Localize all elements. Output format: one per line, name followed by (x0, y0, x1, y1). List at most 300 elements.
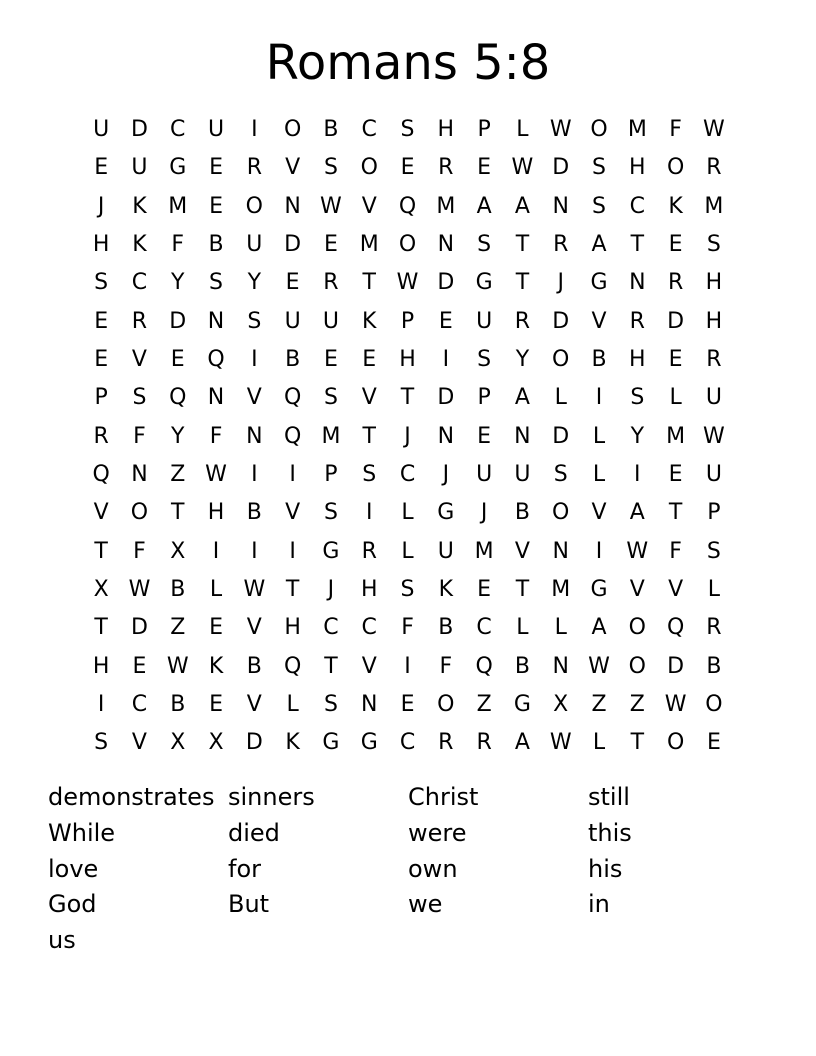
grid-letter: L (209, 577, 223, 603)
grid-letter: D (667, 308, 685, 334)
word-list-item: still (588, 783, 630, 811)
grid-letter: E (706, 730, 721, 756)
grid-letter: B (170, 692, 186, 718)
grid-letter: K (285, 730, 300, 756)
grid-letter: V (285, 500, 301, 526)
grid-letter: W (243, 577, 266, 603)
grid-letter: W (588, 653, 610, 679)
grid-letter: O (398, 232, 417, 258)
grid-letter: D (552, 155, 570, 181)
grid-letter: K (668, 193, 683, 219)
word-list-item: demonstrates (48, 783, 215, 811)
grid-letter: R (706, 615, 722, 641)
grid-letter: A (591, 615, 607, 641)
word-list-item: sinners (228, 783, 315, 811)
grid-letter: Q (92, 462, 110, 488)
grid-letter: B (323, 117, 339, 143)
grid-letter: L (592, 730, 606, 756)
grid-letter: B (514, 653, 530, 679)
grid-letter: D (667, 653, 685, 679)
grid-letter: R (438, 155, 454, 181)
grid-letter: B (208, 232, 224, 258)
grid-letter: A (476, 193, 492, 219)
grid-letter: O (130, 500, 149, 526)
grid-letter: W (396, 270, 419, 296)
grid-letter: R (131, 308, 148, 334)
grid-letter: Z (170, 615, 186, 641)
grid-letter: O (590, 117, 608, 143)
grid-letter: U (246, 232, 263, 258)
grid-letter: B (591, 347, 607, 373)
grid-letter: V (93, 500, 109, 526)
grid-letter: D (437, 385, 455, 411)
grid-letter: S (477, 232, 492, 258)
grid-letter: U (93, 117, 110, 143)
word-list (48, 780, 768, 959)
grid-letter: S (94, 730, 109, 756)
grid-letter: C (323, 615, 339, 641)
grid-letter: U (284, 308, 301, 334)
grid-letter: I (634, 462, 641, 488)
grid-letter: E (323, 232, 338, 258)
grid-letter: R (438, 730, 454, 756)
grid-letter: L (554, 385, 567, 411)
grid-letter: L (286, 692, 299, 718)
grid-letter: L (516, 117, 529, 143)
grid-letter: K (362, 308, 377, 334)
grid-letter: V (629, 577, 645, 603)
grid-letter: E (285, 270, 300, 296)
grid-letter: Y (630, 423, 645, 449)
grid-letter: U (476, 308, 493, 334)
grid-letter: O (666, 730, 685, 756)
grid-letter: N (514, 423, 531, 449)
grid-letter: H (399, 347, 416, 373)
word-list-item: But (228, 890, 270, 919)
grid-letter: L (592, 462, 606, 488)
grid-letter: N (131, 462, 148, 488)
grid-letter: R (514, 308, 531, 334)
grid-letter: Q (666, 615, 685, 641)
grid-letter: D (552, 423, 570, 449)
grid-letter: N (284, 193, 301, 219)
grid-letter: Z (170, 462, 186, 488)
word-list-item: for (228, 854, 261, 883)
grid-letter: G (322, 538, 340, 564)
grid-letter: S (323, 155, 338, 181)
grid-letter: L (401, 538, 414, 564)
grid-letter: L (516, 615, 529, 641)
word-list-item: we (408, 890, 443, 919)
grid-letter: E (209, 692, 223, 718)
grid-letter: Y (515, 347, 530, 373)
grid-letter: X (553, 692, 569, 718)
grid-letter: M (704, 193, 724, 219)
grid-letter: M (168, 193, 188, 219)
grid-letter: C (131, 692, 148, 718)
grid-letter: B (514, 500, 530, 526)
grid-letter: D (130, 117, 148, 143)
grid-letter: F (133, 423, 146, 449)
grid-letter: S (706, 538, 721, 564)
word-list-item: his (588, 854, 623, 883)
grid-letter: I (289, 462, 296, 488)
letter-grid (82, 111, 733, 763)
grid-letter: G (437, 500, 455, 526)
grid-letter: L (707, 577, 721, 603)
grid-letter: O (283, 117, 302, 143)
grid-letter: N (437, 232, 455, 258)
grid-letter: T (94, 615, 108, 641)
grid-letter: R (323, 270, 339, 296)
grid-letter: V (285, 155, 301, 181)
grid-letter: J (480, 500, 488, 526)
grid-letter: V (591, 308, 607, 334)
grid-letter: V (591, 500, 607, 526)
grid-letter: I (404, 653, 411, 679)
grid-letter: G (590, 270, 608, 296)
grid-letter: P (400, 308, 415, 334)
word-list-item: love (48, 854, 99, 883)
grid-letter: E (668, 462, 683, 488)
grid-letter: W (320, 193, 342, 219)
grid-letter: B (438, 615, 454, 641)
grid-letter: I (251, 117, 258, 143)
grid-letter: H (629, 155, 646, 181)
grid-letter: T (362, 423, 376, 449)
grid-letter: T (630, 232, 645, 258)
grid-letter: H (92, 232, 110, 258)
grid-letter: T (515, 270, 530, 296)
grid-letter: K (132, 232, 147, 258)
grid-letter: J (327, 577, 335, 603)
grid-letter: E (668, 347, 683, 373)
grid-letter: I (595, 538, 603, 564)
grid-letter: S (592, 155, 606, 181)
grid-letter: Y (247, 270, 262, 296)
grid-letter: E (94, 308, 109, 334)
grid-letter: H (437, 117, 455, 143)
word-list-item: were (408, 818, 467, 847)
grid-letter: C (131, 270, 148, 296)
grid-letter: N (437, 423, 455, 449)
grid-letter: A (629, 500, 645, 526)
grid-letter: E (400, 155, 415, 181)
grid-letter: H (207, 500, 225, 526)
grid-letter: E (477, 577, 492, 603)
grid-letter: F (133, 538, 146, 564)
grid-letter: N (629, 270, 646, 296)
word-list-item: us (48, 926, 76, 954)
grid-letter: R (629, 308, 645, 334)
grid-letter: V (361, 653, 377, 679)
grid-letter: I (595, 385, 603, 411)
grid-letter: R (667, 270, 684, 296)
grid-letter: S (400, 577, 415, 603)
grid-letter: W (549, 117, 572, 143)
grid-letter: H (629, 347, 646, 373)
grid-letter: R (706, 155, 722, 181)
grid-letter: B (170, 577, 186, 603)
grid-letter: W (511, 155, 534, 181)
grid-letter: V (668, 577, 684, 603)
grid-letter: W (703, 117, 725, 143)
grid-letter: E (132, 653, 147, 679)
grid-letter: T (630, 730, 645, 756)
grid-letter: Q (398, 193, 417, 219)
grid-letter: V (246, 692, 262, 718)
grid-letter: S (362, 462, 377, 488)
grid-letter: K (438, 577, 454, 603)
grid-letter: E (400, 692, 415, 718)
grid-letter: O (552, 500, 570, 526)
grid-letter: M (666, 423, 686, 449)
grid-letter: F (401, 615, 414, 641)
grid-letter: R (361, 538, 377, 564)
grid-letter: D (169, 308, 187, 334)
grid-letter: Y (171, 423, 185, 449)
grid-letter: I (212, 538, 220, 564)
grid-letter: M (474, 538, 494, 564)
grid-letter: X (208, 730, 224, 756)
grid-letter: O (705, 692, 723, 718)
grid-letter: P (707, 500, 721, 526)
grid-letter: Z (591, 692, 607, 718)
grid-letter: B (285, 347, 301, 373)
grid-letter: N (552, 653, 569, 679)
word-list-item: own (408, 854, 458, 883)
grid-letter: E (209, 193, 223, 219)
grid-letter: E (170, 347, 185, 373)
grid-letter: O (552, 347, 570, 373)
grid-letter: S (630, 385, 645, 411)
grid-letter: E (94, 347, 109, 373)
grid-letter: W (128, 577, 151, 603)
grid-letter: J (442, 462, 450, 488)
grid-letter: Z (476, 692, 492, 718)
word-list-item: this (588, 818, 632, 847)
grid-letter: I (289, 538, 296, 564)
grid-letter: N (552, 538, 569, 564)
grid-letter: O (360, 155, 378, 181)
grid-letter: W (626, 538, 649, 564)
grid-letter: E (438, 308, 453, 334)
page-title: Romans 5:8 (265, 35, 551, 91)
grid-letter: C (629, 193, 645, 219)
grid-letter: E (209, 155, 223, 181)
grid-letter: Q (475, 653, 493, 679)
grid-letter: J (404, 423, 411, 449)
grid-letter: H (360, 577, 378, 603)
grid-letter: G (513, 692, 531, 718)
grid-letter: P (477, 385, 491, 411)
grid-letter: G (322, 730, 340, 756)
grid-letter: D (130, 615, 148, 641)
grid-letter: F (669, 117, 682, 143)
grid-letter: U (437, 538, 454, 564)
grid-letter: G (590, 577, 608, 603)
grid-letter: A (514, 193, 530, 219)
grid-letter: O (628, 615, 646, 641)
grid-letter: U (514, 462, 531, 488)
grid-letter: V (361, 385, 377, 411)
grid-letter: T (362, 270, 376, 296)
grid-letter: T (400, 385, 415, 411)
grid-letter: M (551, 577, 571, 603)
word-list-item: Christ (408, 783, 479, 811)
grid-letter: X (93, 577, 109, 603)
grid-letter: S (706, 232, 721, 258)
grid-letter: W (703, 423, 725, 449)
grid-letter: W (664, 692, 687, 718)
grid-letter: S (323, 692, 338, 718)
grid-letter: U (705, 462, 722, 488)
grid-letter: Q (283, 423, 302, 449)
grid-letter: G (169, 155, 187, 181)
grid-letter: V (514, 538, 530, 564)
grid-letter: U (207, 117, 225, 143)
grid-letter: C (361, 615, 377, 641)
grid-letter: X (170, 730, 186, 756)
grid-letter: I (251, 347, 258, 373)
grid-letter: R (553, 232, 569, 258)
grid-letter: T (324, 653, 338, 679)
grid-letter: B (706, 653, 722, 679)
grid-letter: G (360, 730, 378, 756)
grid-letter: L (592, 423, 606, 449)
grid-letter: N (246, 423, 263, 449)
grid-letter: M (321, 423, 341, 449)
grid-letter: P (324, 462, 338, 488)
grid-letter: H (284, 615, 301, 641)
grid-letter: E (362, 347, 377, 373)
grid-letter: W (549, 730, 572, 756)
grid-letter: H (705, 270, 723, 296)
grid-letter: M (627, 117, 647, 143)
grid-letter: L (554, 615, 567, 641)
grid-letter: M (436, 193, 456, 219)
grid-letter: O (245, 193, 263, 219)
grid-letter: P (477, 117, 491, 143)
grid-letter: I (251, 462, 258, 488)
grid-letter: T (94, 538, 108, 564)
grid-letter: I (365, 500, 373, 526)
word-list-item: died (228, 818, 280, 847)
grid-letter: N (207, 308, 225, 334)
word-list-item: God (48, 890, 97, 919)
grid-letter: F (439, 653, 453, 679)
word-list-item: While (48, 818, 116, 847)
grid-letter: S (247, 308, 262, 334)
grid-letter: A (591, 232, 607, 258)
grid-letter: R (93, 423, 109, 449)
grid-letter: T (171, 500, 185, 526)
grid-letter: K (208, 653, 224, 679)
grid-letter: E (477, 155, 492, 181)
grid-letter: E (323, 347, 338, 373)
grid-letter: V (131, 347, 147, 373)
grid-letter: V (246, 615, 262, 641)
grid-letter: C (170, 117, 186, 143)
grid-letter: L (669, 385, 682, 411)
grid-letter: S (553, 462, 568, 488)
grid-letter: B (246, 500, 262, 526)
grid-letter: I (251, 538, 258, 564)
grid-letter: A (514, 385, 530, 411)
grid-letter: T (515, 577, 530, 603)
grid-letter: C (399, 462, 416, 488)
grid-letter: S (323, 385, 338, 411)
grid-letter: N (207, 385, 225, 411)
grid-letter: C (399, 730, 416, 756)
grid-letter: O (437, 692, 455, 718)
grid-letter: U (476, 462, 493, 488)
grid-letter: E (477, 423, 492, 449)
grid-letter: R (706, 347, 722, 373)
grid-letter: A (514, 730, 530, 756)
grid-letter: Q (283, 385, 302, 411)
grid-letter: B (246, 653, 262, 679)
grid-letter: K (132, 193, 147, 219)
grid-letter: S (132, 385, 147, 411)
grid-letter: D (245, 730, 263, 756)
grid-letter: N (360, 692, 378, 718)
grid-letter: E (94, 155, 109, 181)
grid-letter: U (322, 308, 339, 334)
grid-letter: R (476, 730, 492, 756)
grid-letter: J (557, 270, 564, 296)
grid-letter: Q (169, 385, 187, 411)
grid-letter: S (592, 193, 606, 219)
grid-letter: W (166, 653, 189, 679)
grid-letter: F (209, 423, 223, 449)
grid-letter: G (475, 270, 493, 296)
grid-letter: O (628, 653, 646, 679)
grid-letter: V (361, 193, 377, 219)
grid-letter: E (209, 615, 223, 641)
grid-letter: H (92, 653, 110, 679)
grid-letter: S (94, 270, 109, 296)
grid-letter: S (209, 270, 224, 296)
grid-letter: D (437, 270, 455, 296)
grid-letter: T (285, 577, 300, 603)
grid-letter: E (668, 232, 683, 258)
grid-letter: F (171, 232, 185, 258)
grid-letter: I (442, 347, 450, 373)
grid-letter: F (669, 538, 682, 564)
grid-letter: U (131, 155, 148, 181)
grid-letter: R (246, 155, 262, 181)
grid-letter: V (246, 385, 262, 411)
grid-letter: I (97, 692, 105, 718)
grid-letter: P (94, 385, 108, 411)
grid-letter: H (705, 308, 723, 334)
grid-letter: C (361, 117, 377, 143)
word-list-item: in (588, 890, 610, 919)
grid-letter: Q (283, 653, 302, 679)
grid-letter: Y (171, 270, 185, 296)
grid-letter: O (666, 155, 685, 181)
grid-letter: J (97, 193, 105, 219)
grid-letter: S (323, 500, 338, 526)
grid-letter: U (705, 385, 722, 411)
grid-letter: S (400, 117, 415, 143)
grid-letter: S (477, 347, 492, 373)
grid-letter: Z (629, 692, 645, 718)
grid-letter: Q (207, 347, 225, 373)
grid-letter: N (552, 193, 569, 219)
grid-letter: W (205, 462, 227, 488)
